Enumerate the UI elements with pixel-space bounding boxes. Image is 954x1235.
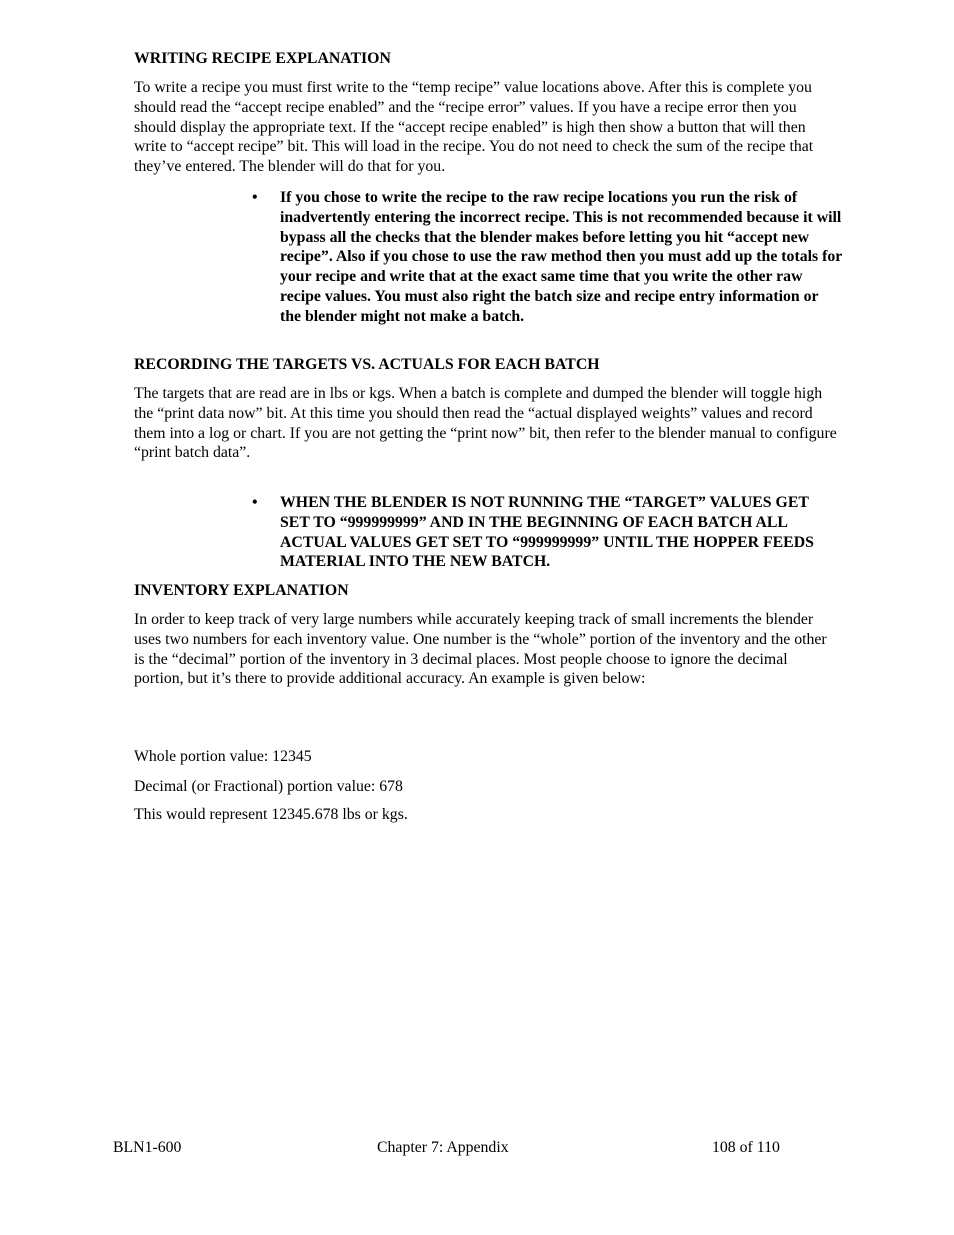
footer-doc-id: BLN1-600 <box>113 1139 182 1156</box>
example-decimal-value: Decimal (or Fractional) portion value: 678 <box>134 778 403 795</box>
paragraph-recording: The targets that are read are in lbs or kgs. When a batch is complete and dumped the blender will toggle high the “print data now” bit. At this time you should then read the “actual displayed weights” values and record them into a log or chart. If you are not getting the “print now” bit, then refer to the blender manual to configure “print batch data”. <box>134 385 837 462</box>
bullet-text-target-values-note: WHEN THE BLENDER IS NOT RUNNING THE “TARGET” VALUES GET SET TO “999999999” AND IN THE BEGINNING OF EACH BATCH ALL ACTUAL VALUES GET SET TO “999999999” UNTIL THE HOPPER FEEDS MATERIAL INTO THE NEW BATCH. <box>280 494 814 571</box>
bullet-icon: • <box>252 189 258 206</box>
example-whole-value: Whole portion value: 12345 <box>134 748 312 765</box>
section-heading-recording: RECORDING THE TARGETS VS. ACTUALS FOR EACH BATCH <box>134 356 600 373</box>
example-result: This would represent 12345.678 lbs or kgs. <box>134 806 408 823</box>
bullet-icon: • <box>252 494 258 511</box>
section-heading-inventory: INVENTORY EXPLANATION <box>134 582 349 599</box>
bullet-text-raw-recipe-warning: If you chose to write the recipe to the raw recipe locations you run the risk of inadvertently entering the incorrect recipe. This is not recommended because it will bypass all the checks that the blender makes before letting you hit “accept new recipe”. Also if you chose to use the raw method then you must add up the totals for your recipe and write that at the exact same time that you write the other raw recipe values. You must also right the batch size and recipe entry information or the blender might not make a batch. <box>280 189 842 325</box>
paragraph-inventory: In order to keep track of very large numbers while accurately keeping track of small increments the blender uses two numbers for each inventory value. One number is the “whole” portion of the inventory and the other is the “decimal” portion of the inventory in 3 decimal places. Most people choose to ignore the decimal portion, but it’s there to provide additional accuracy. An example is given below: <box>134 611 827 688</box>
footer-chapter: Chapter 7: Appendix <box>377 1139 509 1156</box>
section-heading-writing-recipe: WRITING RECIPE EXPLANATION <box>134 50 391 67</box>
footer-page-number: 108 of 110 <box>712 1139 780 1156</box>
paragraph-writing-recipe: To write a recipe you must first write to the “temp recipe” value locations above. After this is complete you should read the “accept recipe enabled” and the “recipe error” values. If you have a recipe error then you should display the appropriate text. If the “accept recipe enabled” is high then show a button that will then write to “accept recipe” bit. This will load in the recipe. You do not need to check the sum of the recipe that they’ve entered. The blender will do that for you. <box>134 79 814 176</box>
